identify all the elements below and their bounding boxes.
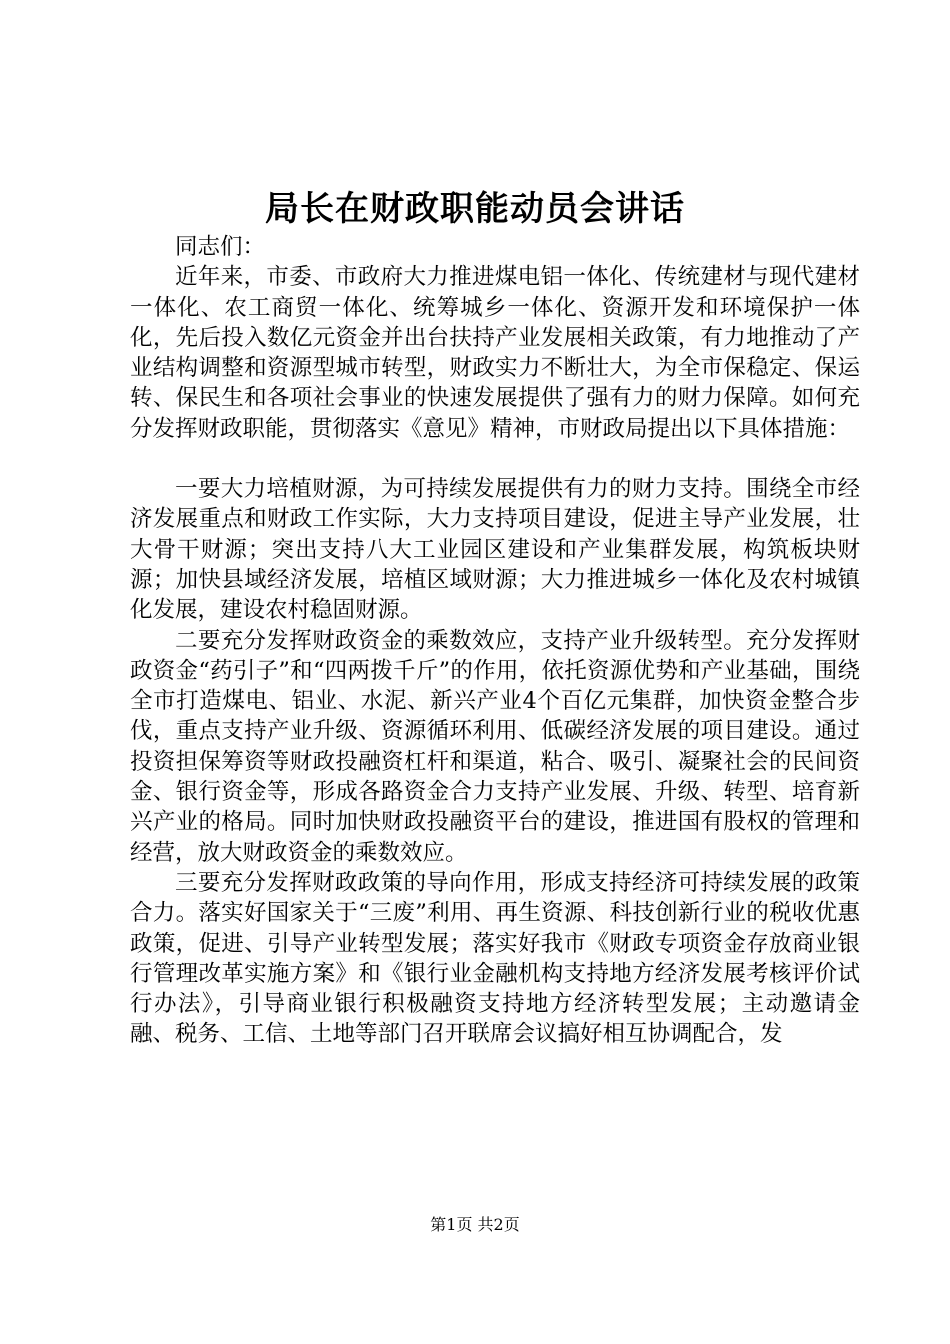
paragraph-measure-2: 二要充分发挥财政资金的乘数效应，支持产业升级转型。充分发挥财政资金“药引子”和“四两拨千斤”的作用，依托资源优势和产业基础，围绕全市打造煤电、铝业、水泥、新兴产业4个百亿元集群，加快资金整合步伐，重点支持产业升级、资源循环利用、低碳经济发展的项目建设。通过投资担保筹资等财政投融资杠杆和渠道，粘合、吸引、凝聚社会的民间资金、银行资金等，形成各路资金合力支持产业发展、升级、转型、培育新兴产业的格局。同时加快财政投融资平台的建设，推进国有股权的管理和经营，放大财政资金的乘数效应。 [130, 627, 860, 866]
page-number-footer: 第1页 共2页 [430, 1215, 520, 1234]
document-title: 局长在财政职能动员会讲话 [265, 189, 685, 229]
salutation: 同志们： [175, 234, 266, 260]
paragraph-measure-3: 三要充分发挥财政政策的导向作用，形成支持经济可持续发展的政策合力。落实好国家关于“三废”利用、再生资源、科技创新行业的税收优惠政策，促进、引导产业转型发展；落实好我市《财政专项资金存放商业银行管理改革实施方案》和《银行业金融机构支持地方经济发展考核评价试行办法》，引导商业银行积极融资支持地方经济转型发展；主动邀请金融、税务、工信、土地等部门召开联席会议搞好相互协调配合，发 [130, 869, 860, 1048]
document-body [130, 232, 860, 1050]
paragraph-measure-1: 一要大力培植财源，为可持续发展提供有力的财力支持。围绕全市经济发展重点和财政工作实际，大力支持项目建设，促进主导产业发展，壮大骨干财源；突出支持八大工业园区建设和产业集群发展，构筑板块财源；加快县域经济发展，培植区域财源；大力推进城乡一体化及农村城镇化发展，建设农村稳固财源。 [130, 476, 860, 624]
paragraph-intro: 近年来，市委、市政府大力推进煤电铝一体化、传统建材与现代建材一体化、农工商贸一体化、统筹城乡一体化、资源开发和环境保护一体化，先后投入数亿元资金并出台扶持产业发展相关政策，有力地推动了产业结构调整和资源型城市转型，财政实力不断壮大，为全市保稳定、保运转、保民生和各项社会事业的快速发展提供了强有力的财力保障。如何充分发挥财政职能，贯彻落实《意见》精神，市财政局提出以下具体措施： [130, 264, 860, 442]
